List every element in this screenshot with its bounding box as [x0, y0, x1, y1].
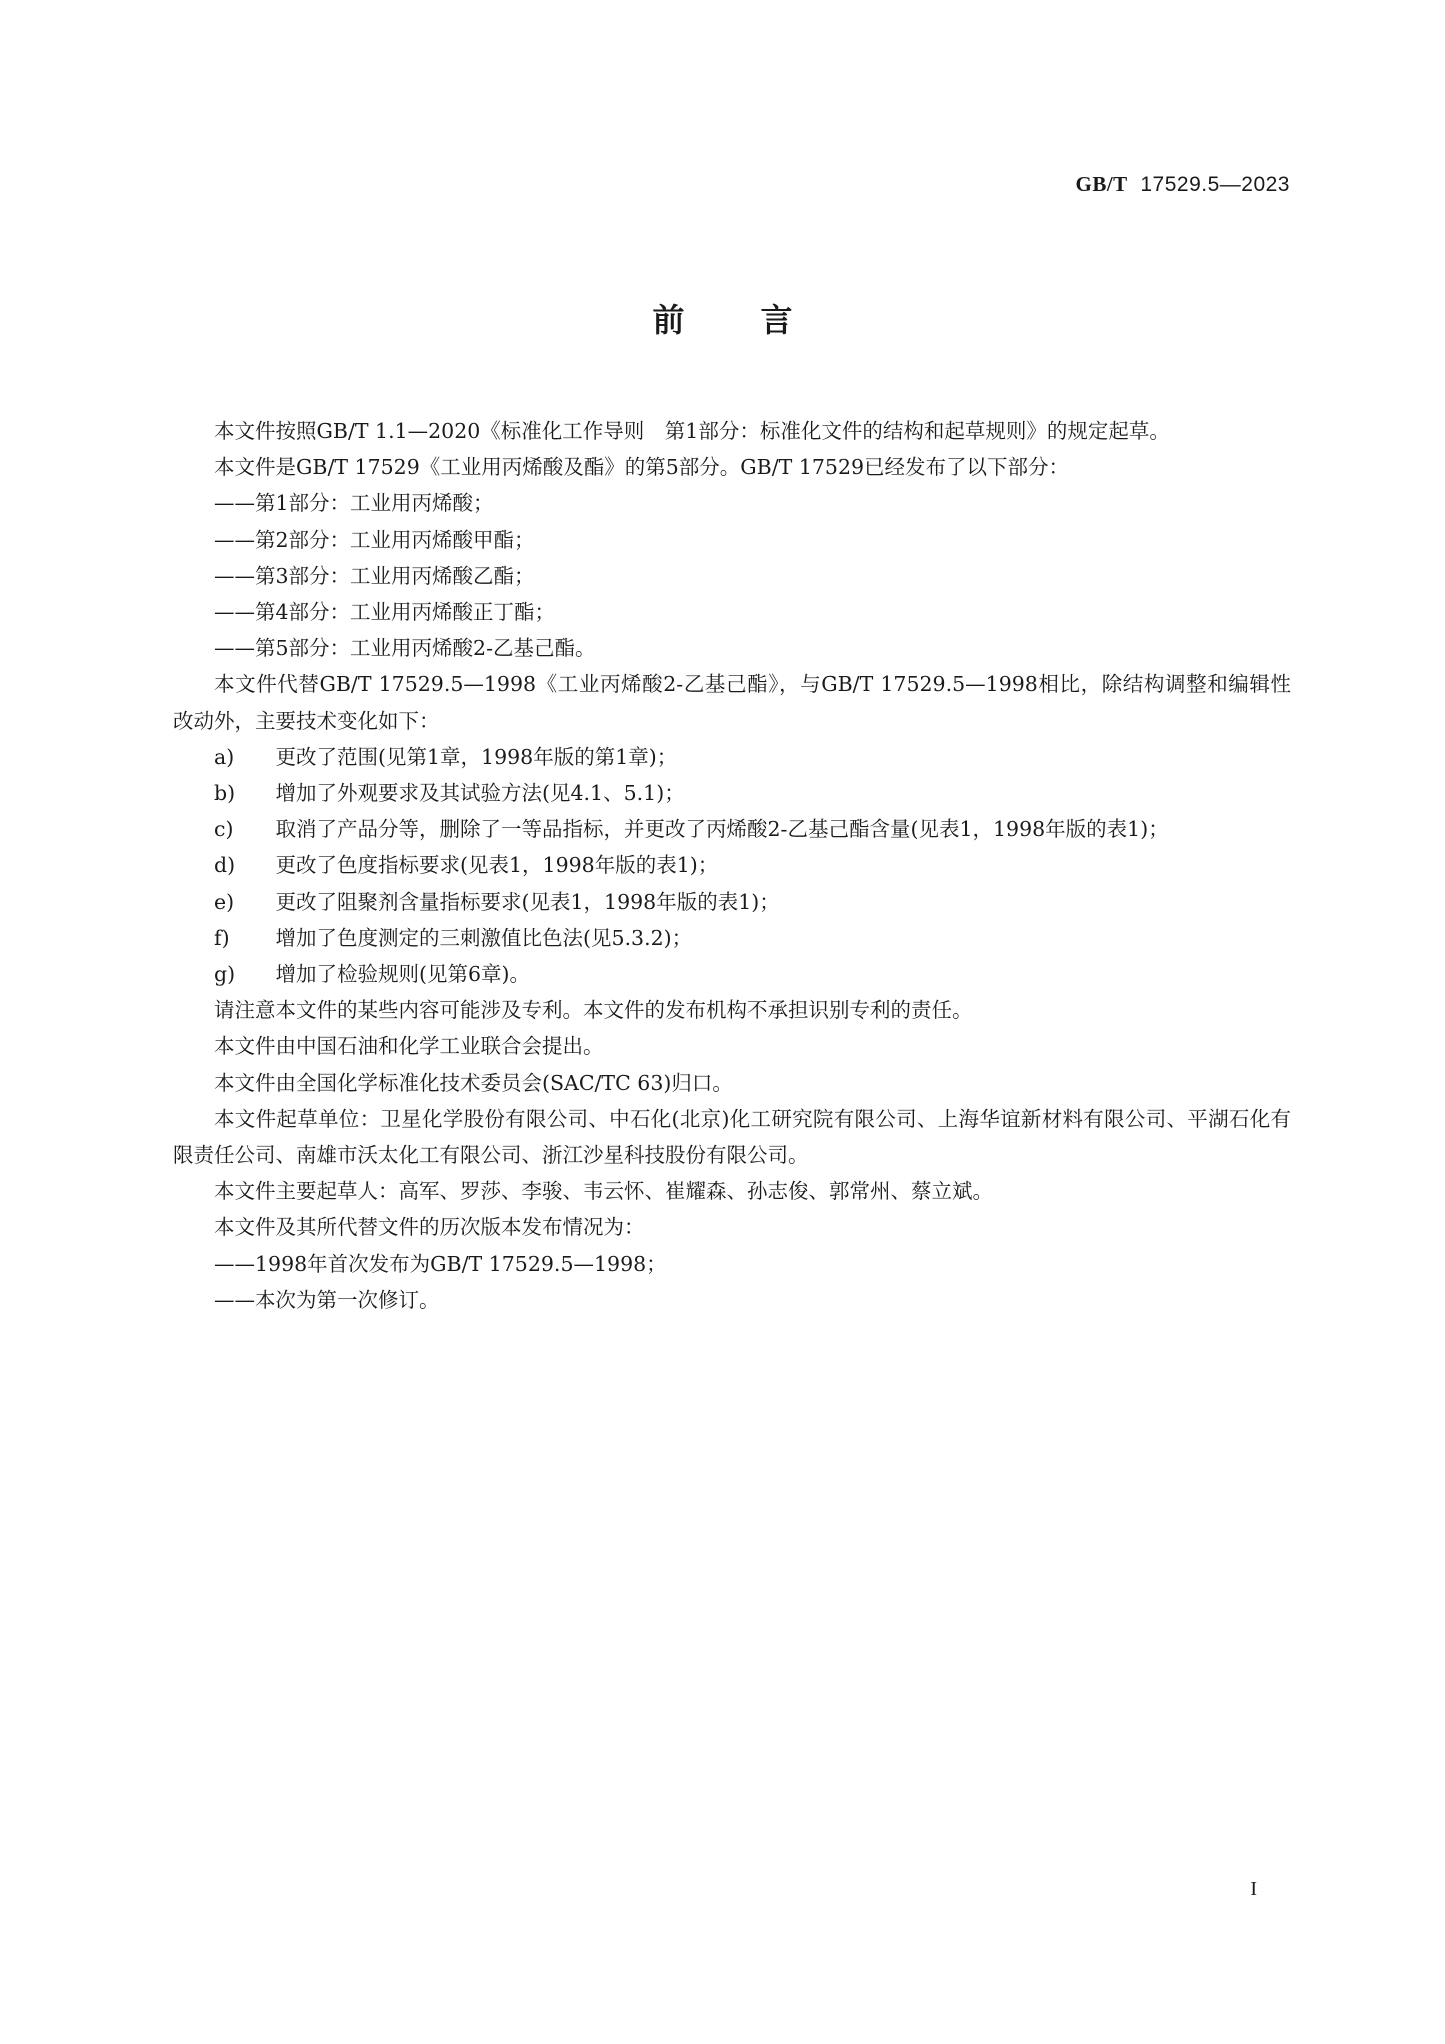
- paragraph-series-intro: 本文件是GB/T 17529《工业用丙烯酸及酯》的第5部分。GB/T 17529已经发布了以下部分：: [214, 455, 1070, 480]
- change-text: 更改了阻聚剂含量指标要求(见表1，1998年版的表1)；: [275, 889, 780, 914]
- change-text: 增加了色度测定的三刺激值比色法(见5.3.2)；: [275, 925, 693, 950]
- list-item-part: ——第4部分：工业用丙烯酸正丁酯；: [214, 600, 556, 625]
- change-label: d): [214, 853, 236, 878]
- list-item-change: [173, 920, 1291, 956]
- page-title: 前言: [652, 301, 869, 339]
- change-label: a): [214, 744, 235, 769]
- list-item-change: [173, 811, 1291, 847]
- change-label: b): [214, 781, 236, 806]
- change-text: 增加了检验规则(见第6章)。: [275, 962, 531, 987]
- change-label: g): [214, 962, 236, 987]
- list-item-change: [173, 775, 1291, 811]
- list-item-part: ——第1部分：工业用丙烯酸；: [214, 491, 494, 516]
- list-item-part: ——第5部分：工业用丙烯酸2-乙基己酯。: [214, 636, 596, 661]
- change-text: 取消了产品分等，删除了一等品指标，并更改了丙烯酸2-乙基己酯含量(见表1，1998年版的表1)；: [275, 817, 1169, 842]
- list-item-change: [173, 847, 1291, 883]
- paragraph-history-intro: 本文件及其所代替文件的历次版本发布情况为：: [214, 1215, 645, 1240]
- foreword-body: [173, 413, 1291, 1318]
- standard-code: [1076, 172, 1291, 197]
- change-text: 更改了色度指标要求(见表1，1998年版的表1)；: [275, 853, 719, 878]
- change-text: 增加了外观要求及其试验方法(见4.1、5.1)；: [275, 781, 685, 806]
- change-text: 更改了范围(见第1章，1998年版的第1章)；: [275, 744, 678, 769]
- standard-number: 17529.5—2023: [1140, 173, 1290, 196]
- list-item-part: ——第3部分：工业用丙烯酸乙酯；: [214, 563, 535, 588]
- change-label: c): [214, 817, 234, 842]
- list-item-part: ——第2部分：工业用丙烯酸甲酯；: [214, 527, 535, 552]
- page-number: I: [1250, 1878, 1257, 1900]
- list-item-change: [173, 884, 1291, 920]
- list-item-change: [173, 956, 1291, 992]
- paragraph-drafters: 本文件主要起草人：高军、罗莎、李骏、韦云怀、崔耀森、孙志俊、郭常州、蔡立斌。: [214, 1179, 993, 1204]
- paragraph-patent-notice: 请注意本文件的某些内容可能涉及专利。本文件的发布机构不承担识别专利的责任。: [214, 998, 973, 1023]
- standard-prefix: GB/T: [1075, 172, 1128, 196]
- change-label: e): [214, 889, 235, 914]
- list-item-history: ——1998年首次发布为GB/T 17529.5—1998；: [214, 1251, 667, 1276]
- paragraph-committee: 本文件由全国化学标准化技术委员会(SAC/TC 63)归口。: [214, 1070, 733, 1095]
- change-label: f): [214, 925, 230, 950]
- paragraph-proposer: 本文件由中国石油和化学工业联合会提出。: [214, 1034, 604, 1059]
- paragraph-replacement: 本文件代替GB/T 17529.5—1998《工业丙烯酸2-乙基己酯》，与GB/T 17529.5—1998相比，除结构调整和编辑性改动外，主要技术变化如下：: [173, 672, 1291, 733]
- list-item-change: [173, 739, 1291, 775]
- list-item-history: ——本次为第一次修订。: [214, 1287, 440, 1312]
- paragraph-drafting-rules: 本文件按照GB/T 1.1—2020《标准化工作导则 第1部分：标准化文件的结构和起草规则》的规定起草。: [214, 419, 1170, 443]
- paragraph-drafting-units: 本文件起草单位：卫星化学股份有限公司、中石化(北京)化工研究院有限公司、上海华谊新材料有限公司、平湖石化有限责任公司、南雄市沃太化工有限公司、浙江沙星科技股份有限公司。: [173, 1106, 1291, 1168]
